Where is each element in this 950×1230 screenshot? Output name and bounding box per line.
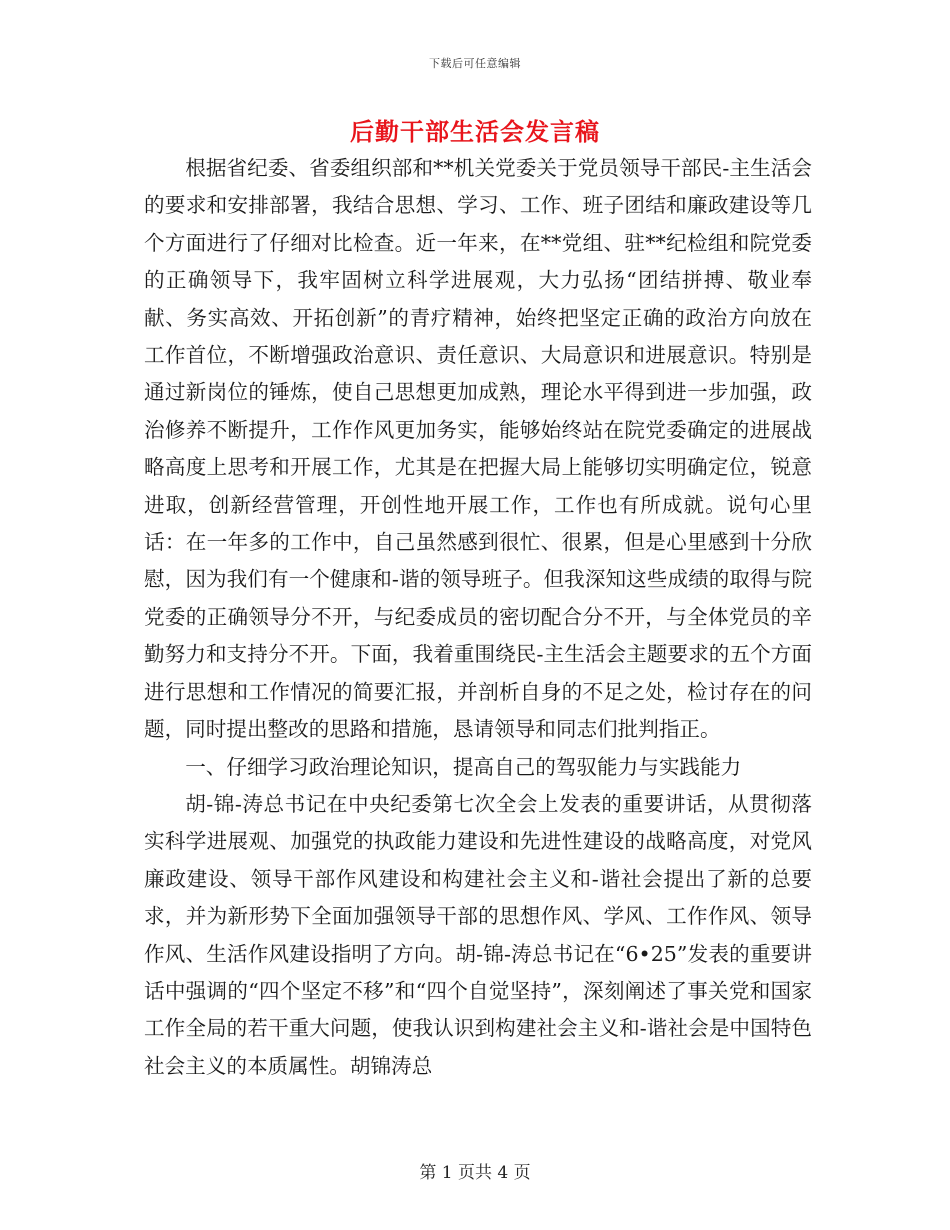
paragraph-section-1: 胡-锦-涛总书记在中央纪委第七次全会上发表的重要讲话，从贯彻落实科学进展观、加强党的执政能力建设和先进性建设的战略高度，对党风廉政建设、领导干部作风建设和构建社会主义和-谐社会提出了新的总要求，并为新形势下全面加强领导干部的思想作风、学风、工作作风、领导作风、生活作风建设指明了方向。胡-锦-涛总书记在“6•25”发表的重要讲话中强调的“四个坚定不移”和“四个自觉坚持”，深刻阐述了事关党和国家工作全局的若干重大问题，使我认识到构建社会主义和-谐社会是中国特色社会主义的本质属性。胡锦涛总 (144, 791, 812, 1078)
document-body (144, 150, 812, 1085)
header-note: 下载后可任意编辑 (429, 57, 521, 70)
section-heading-1: 一、仔细学习政治理论知识，提高自己的驾驭能力与实践能力 (185, 754, 742, 779)
page-number: 第 1 页共 4 页 (419, 1163, 531, 1183)
document-title: 后勤干部生活会发言稿 (350, 117, 600, 146)
paragraph-intro: 根据省纪委、省委组织部和**机关党委关于党员领导干部民-主生活会的要求和安排部署，我结合思想、学习、工作、班子团结和廉政建设等几个方面进行了仔细对比检查。近一年来，在**党组、驻**纪检组和院党委的正确领导下，我牢固树立科学进展观，大力弘扬“团结拼搏、敬业奉献、务实高效、开拓创新”的青疗精神，始终把坚定正确的政治方向放在工作首位，不断增强政治意识、责任意识、大局意识和进展意识。特别是通过新岗位的锤炼，使自己思想更加成熟，理论水平得到进一步加强，政治修养不断提升，工作作风更加务实，能够始终站在院党委确定的进展战略高度上思考和开展工作，尤其是在把握大局上能够切实明确定位，锐意进取，创新经营管理，开创性地开展工作，工作也有所成就。说句心里话：在一年多的工作中，自己虽然感到很忙、很累，但是心里感到十分欣慰，因为我们有一个健康和-谐的领导班子。但我深知这些成绩的取得与院党委的正确领导分不开，与纪委成员的密切配合分不开，与全体党员的辛勤努力和支持分不开。下面，我着重围绕民-主生活会主题要求的五个方面进行思想和工作情况的简要汇报，并剖析自身的不足之处，检讨存在的问题，同时提出整改的思路和措施，恳请领导和同志们批判指正。 (144, 156, 812, 742)
